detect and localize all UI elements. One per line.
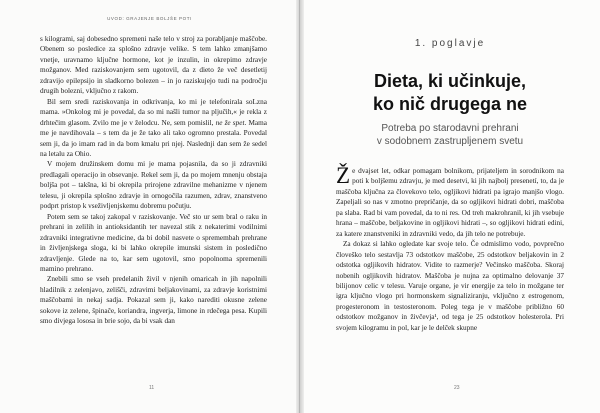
page-number: 11 xyxy=(149,385,155,391)
paragraph: s kilogrami, saj dobesedno spremeni naše telo v stroj za porabljanje maščobe. Obenem so posledice za splošno zdravje velike. S tem lahko zmanjšamo vnetje, uravnamo ključne hormone, kot je inzulin, in okrepimo zdravje možganov. Med raziskovanjem sem ugotovil, da z dieto že več desetletij zdravijo epilepsijo in sladkorno bolezen – in jo raziskujejo tudi na področju drugih bolezni, vključno z rakom. xyxy=(40,35,267,96)
paragraph xyxy=(336,163,564,239)
right-body-text xyxy=(336,163,564,333)
paragraph: Znebili smo se vseh predelanih živil v njenih omaricah in jih napolnili hladilnik z zelenjavo, zelišči, zdravimi beljakovinami, za zdravje koristnimi maščobami in nekaj sadja. Pokazal sem ji, kako narediti okusne zelene sokove iz zelene, špinače, koriandra, ingverja, limone in rdečega pesa. Kupili smo divjega lososa in brie sojo, da bi vsak dan xyxy=(40,275,267,326)
subtitle-line: v sodobnem zastrupljenem svetu xyxy=(376,136,524,147)
chapter-title xyxy=(300,70,600,116)
chapter-subtitle xyxy=(300,122,600,148)
book-gutter xyxy=(296,0,304,413)
left-body-text xyxy=(40,34,267,327)
italic-phrase: ne že spet xyxy=(215,118,245,127)
drop-cap: Ž xyxy=(336,163,351,188)
paragraph: Za dokaz si lahko ogledate kar svoje telo. Če odmislimo vodo, povprečno človeško telo sestavlja 73 odstotkov maščobe, 25 odstotkov beljakovin in 2 odstotka ogljikovih hidratov. Vidite to razmerje? Večinsko maščoba. Skoraj nobenih ogljikovih hidratov. Maščoba je nujna za optimalno delovanje 37 bilijonov celic v telesu. Varuje organe, je vir energije za telo in možgane ter igra ključno vlogo pri hormonskem signaliziranju, vključno z estrogenom, progesteronom in testosteronom. Poleg tega je v maščobe približno 60 odstotkov možganov in živčevja¹, od tega je 25 odstotkov holesterola. Pri svojem kilogramu in pol, kar je le delček skupne xyxy=(336,240,564,332)
chapter-label: 1. poglavje xyxy=(414,38,486,49)
chapter-title-line: Dieta, ki učinkuje, xyxy=(373,71,527,91)
paragraph-text: e dvajset let, odkar pomagam bolnikom, prijateljem in sorodnikom na poti k boljšemu zdravju, je med desetvi, ki jih najbolj presenetí, to, da je maščoba ključna za človekovo telo, ogljikovi hidrati pa igrajo manjšo vlogo. Zapeljali so nas v zmotno prepričanje, da so ogljikovi hidrati dobri, maščoba pa slaba. Rad bi vam povedal, da to ni res. Od treh makrohranil, ki jih vsebuje hrana – maščobe, beljakovine in ogljikovi hidrati –, so ogljikovi hidrati edini, za katere znanstveniki in zdravniki vedo, da jih telo ne potrebuje. xyxy=(336,167,564,238)
paragraph: V mojem družinskem domu mi je mama pojasnila, da so ji zdravniki predlagali operacijo in obsevanje. Rekel sem ji, da po mojem mnenju obstaja boljša pot – takšna, ki bi okrepila prirojene zdravilne mehanizme v njenem telesu, ji okrepila splošno zdravje in ornogočila razumen, zdrav, znanstveno podprt pristop k vseživljenjskemu dobremu počutju. xyxy=(40,160,267,211)
running-head: UVOD: GRAJENJE BOLJŠE POTI xyxy=(107,16,192,21)
paragraph: Potem sem se takoj zakopal v raziskovanje. Več sto ur sem bral o raku in prehrani in zelilih in antioksidantih ter navezal stik z nekaterimi vodilnimi zdravniki integrativne medicine, da bi dobil nasvete o spremembah prehrane in življenjskega sloga, ki bi lahko okrepile imunski sistem in posledično zdravljenje. Glede na to, kar sem ugotovil, smo popolnoma spremenili mamino prehrano. xyxy=(40,212,267,273)
page-number: 23 xyxy=(454,385,460,391)
left-page xyxy=(0,0,299,413)
subtitle-line: Potreba po starodavni prehrani xyxy=(381,123,519,134)
right-page xyxy=(300,0,600,413)
chapter-title-line: ko nič drugega ne xyxy=(372,94,528,114)
paragraph: Bil sem sredi raziskovanja in odkrivanja, ko mi je telefonirala soLzna mama. »Onkolog mi je povedal, da so mi našli tumor na pljučih,« je rekla z drhtečim glasom. Zvilo me je v želodcu. Ne, sem pomislil, ne že spet. Mama me je navdihovala – s tem da je že tako ali tako ogromno prestala. Povedal sem ji, da jo imam rad in da bom kmalu pri njej. Naslednji dan sem že sedel na letalu za Ohio. xyxy=(40,97,268,158)
